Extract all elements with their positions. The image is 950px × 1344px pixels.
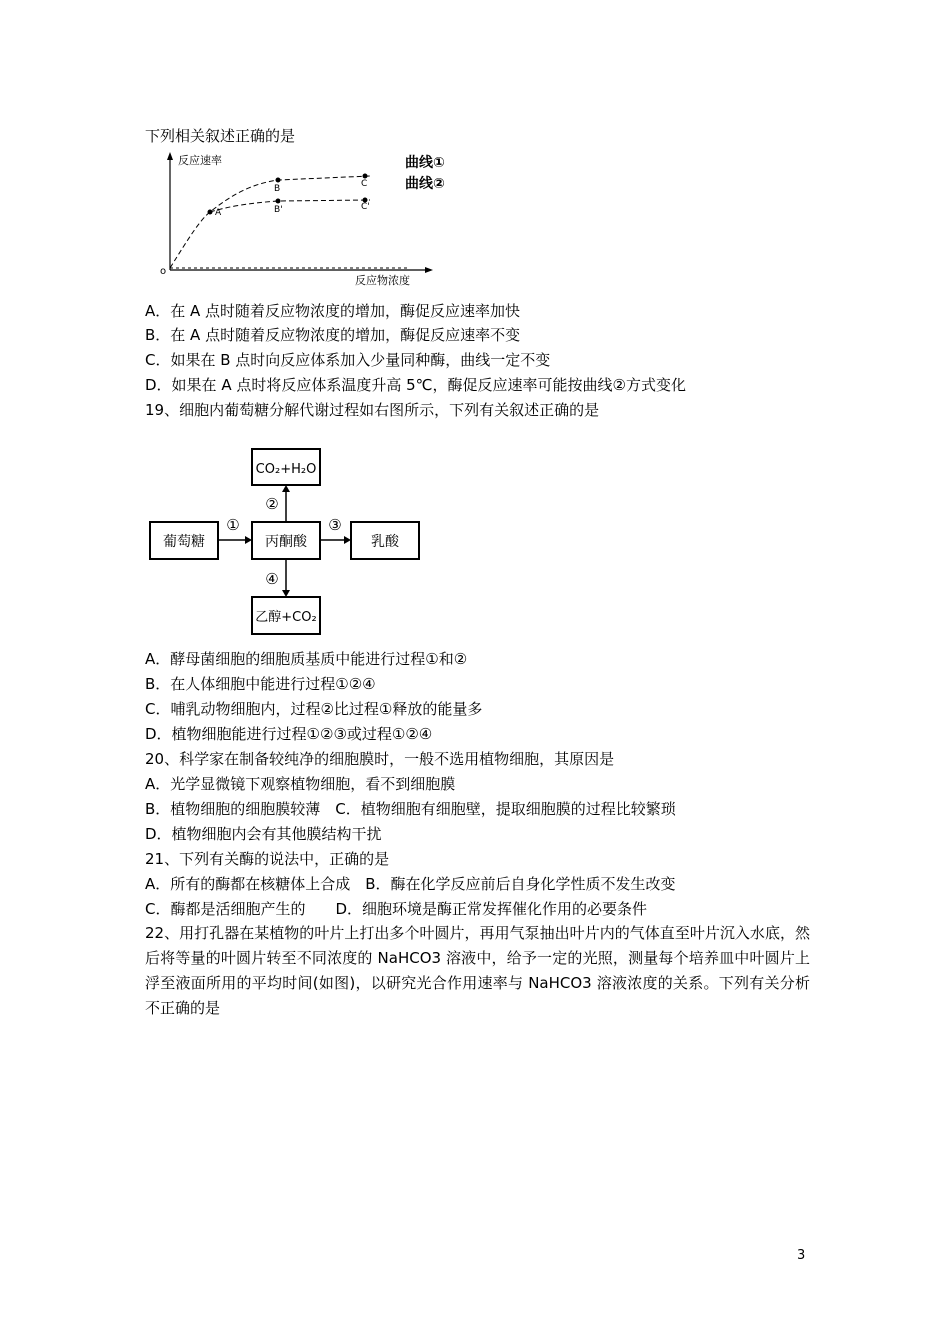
q21-stem: 21、下列有关酶的说法中，正确的是 (145, 850, 390, 868)
point-b-prime-label: B' (274, 205, 283, 215)
y-axis-arrow (167, 152, 173, 160)
point-a (208, 210, 213, 215)
box-co2-h2o-label: CO₂+H₂O (255, 462, 317, 477)
box-glucose-label: 葡萄糖 (163, 534, 205, 550)
step-2-label: ② (265, 495, 279, 513)
point-a-label: A (215, 208, 222, 218)
point-b (276, 178, 281, 183)
intro-text: 下列相关叙述正确的是 (145, 127, 296, 145)
origin-label: o (160, 266, 167, 277)
q19-stem: 19、细胞内葡萄糖分解代谢过程如右图所示，下列有关叙述正确的是 (145, 401, 600, 419)
q20-stem: 20、科学家在制备较纯净的细胞膜时，一般不选用植物细胞，其原因是 (145, 750, 615, 768)
curve-1 (170, 176, 370, 268)
y-axis-label: 反应速率 (178, 154, 222, 167)
q19-option-c: C．哺乳动物细胞内，过程②比过程①释放的能量多 (145, 700, 483, 718)
q21-option-c-d: C．酶都是活细胞产生的 D．细胞环境是酶正常发挥催化作用的必要条件 (145, 900, 648, 918)
point-c-label: C (361, 179, 368, 189)
q20-option-d: D．植物细胞内会有其他膜结构干扰 (145, 825, 382, 843)
point-b-label: B (274, 184, 281, 194)
step-1-label: ① (226, 516, 240, 534)
glucose-pathway-diagram (148, 446, 428, 641)
q18-option-c: C．如果在 B 点时向反应体系加入少量同种酶，曲线一定不变 (145, 351, 551, 369)
q18-option-b: B．在 A 点时随着反应物浓度的增加，酶促反应速率不变 (145, 326, 521, 344)
point-c (363, 174, 368, 179)
reaction-rate-figure (150, 148, 480, 288)
legend-curve-2: 曲线② (405, 176, 445, 192)
q18-option-a: A．在 A 点时随着反应物浓度的增加，酶促反应速率加快 (145, 302, 521, 320)
x-axis-label: 反应物浓度 (355, 274, 410, 287)
box-ethanol-label: 乙醇+CO₂ (255, 610, 317, 625)
q22-text: 22、用打孔器在某植物的叶片上打出多个叶圆片，再用气泵抽出叶片内的气体直至叶片沉入水底，然后将等量的叶圆片转至不同浓度的 NaHCO3 溶液中，给予一定的光照，测量每个培养皿中叶圆片上浮至液面所用的平均时间(如图)，以研究光合作用速率与 NaHCO3 溶液浓度的关系。下列有关分析不正确的是 (145, 924, 810, 1017)
point-c-prime-label: C' (361, 202, 370, 212)
step-3-label: ③ (328, 516, 342, 534)
page-number: 3 (797, 1248, 806, 1263)
q21-option-a-b: A．所有的酶都在核糖体上合成 B．酶在化学反应前后自身化学性质不发生改变 (145, 875, 676, 893)
q19-option-b: B．在人体细胞中能进行过程①②④ (145, 675, 376, 693)
curve-2 (210, 200, 370, 212)
x-axis-arrow (425, 267, 433, 273)
q19-option-a: A．酵母菌细胞的细胞质基质中能进行过程①和② (145, 650, 468, 668)
box-pyruvate-label: 丙酮酸 (265, 534, 307, 550)
box-lactate-label: 乳酸 (371, 534, 399, 550)
legend-curve-1: 曲线① (405, 155, 445, 171)
step-4-label: ④ (265, 570, 279, 588)
q20-option-a: A．光学显微镜下观察植物细胞，看不到细胞膜 (145, 775, 456, 793)
q18-option-d: D．如果在 A 点时将反应体系温度升高 5℃，酶促反应速率可能按曲线②方式变化 (145, 376, 686, 394)
q19-option-d: D．植物细胞能进行过程①②③或过程①②④ (145, 725, 433, 743)
q20-option-b-c: B．植物细胞的细胞膜较薄 C．植物细胞有细胞壁，提取细胞膜的过程比较繁琐 (145, 800, 676, 818)
point-b-prime (276, 199, 281, 204)
